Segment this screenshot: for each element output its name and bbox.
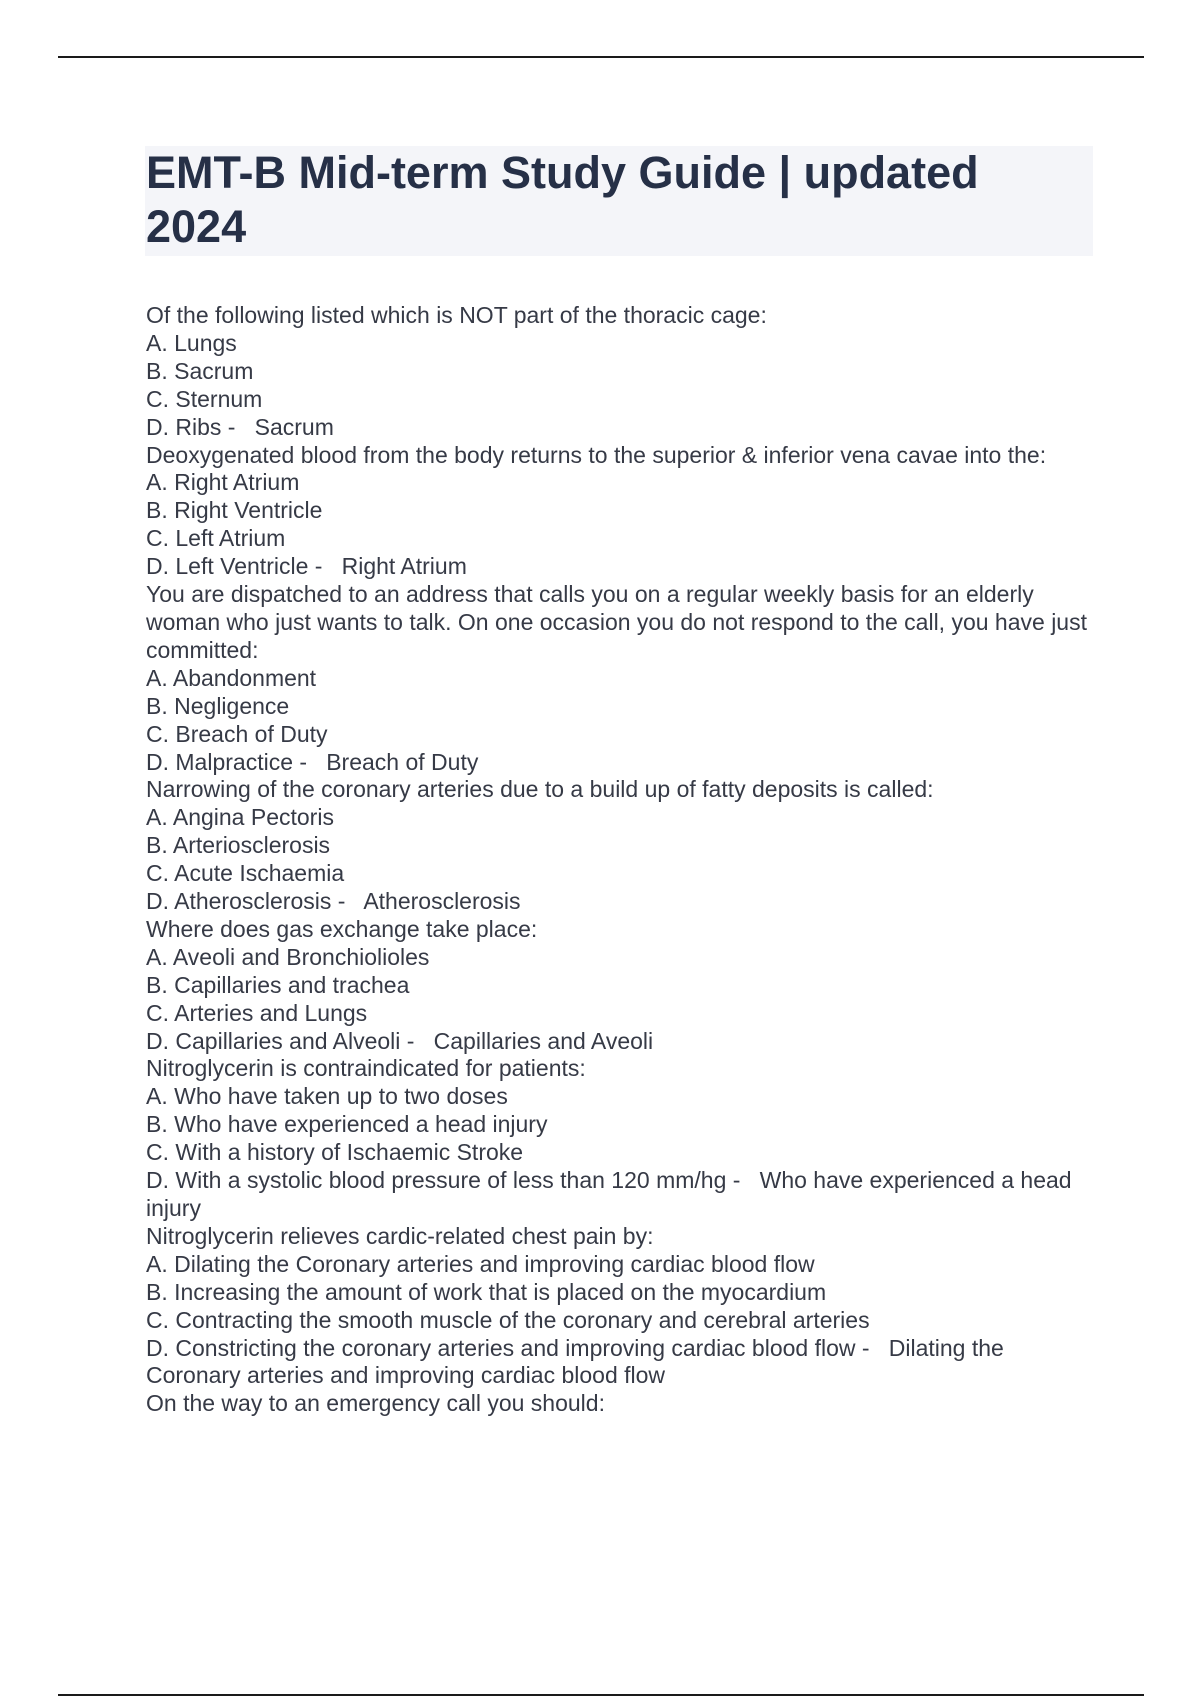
question-prompt: You are dispatched to an address that calls you on a regular weekly basis for an elderly woman who just wants to talk. On one occasion you do not respond to the call, you have just committed: [146,581,1094,663]
answer-option: B. Arteriosclerosis [146,832,331,859]
answer-option: D. Constricting the coronary arteries and improving cardiac blood flow [146,1334,856,1361]
answer-option: C. Acute Ischaemia [146,860,345,887]
question-prompt: Of the following listed which is NOT part of the thoracic cage: [146,302,767,328]
question-block [146,1390,1091,1418]
question-block [146,302,1091,442]
answer-separator: - [221,413,255,440]
answer-option: C. With a history of Ischaemic Stroke [146,1139,524,1166]
top-rule [58,56,1144,58]
answer-option: C. Arteries and Lungs [146,999,368,1026]
answer-option: B. Negligence [146,692,290,719]
answer-option: D. Left Ventricle [146,553,309,580]
question-block [146,776,1091,916]
last-option-with-answer [146,749,1091,777]
document-title: EMT-B Mid-term Study Guide | updated 2024 [146,147,979,252]
last-option-with-answer [146,414,1091,442]
correct-answer: Sacrum [254,413,334,440]
last-option-with-answer [146,1167,1091,1223]
question-prompt: On the way to an emergency call you should: [146,1390,605,1417]
last-option-with-answer [146,1028,1091,1056]
last-option-with-answer [146,888,1091,916]
answer-option: C. Contracting the smooth muscle of the coronary and cerebral arteries [146,1306,870,1333]
answer-separator: - [308,553,342,580]
answer-option: B. Who have experienced a head injury [146,1111,548,1138]
correct-answer: Capillaries and Aveoli [433,1027,654,1054]
question-block [146,916,1091,1056]
question-block [146,581,1094,776]
question-block [146,1055,1091,1222]
correct-answer: Atherosclerosis [363,888,521,915]
answer-option: D. Atherosclerosis [146,888,332,915]
answer-option: B. Increasing the amount of work that is placed on the myocardium [146,1278,827,1305]
question-prompt: Nitroglycerin relieves cardic-related chest pain by: [146,1222,654,1249]
question-prompt: Where does gas exchange take place: [146,915,538,942]
last-option-with-answer [146,1335,1091,1391]
answer-option: B. Capillaries and trachea [146,971,410,998]
answer-option: C. Breach of Duty [146,720,328,747]
answer-option: A. Dilating the Coronary arteries and improving cardiac blood flow [146,1250,815,1277]
question-list [146,302,1094,1418]
question-prompt: Deoxygenated blood from the body returns to the superior & inferior vena cavae into the: [146,441,1047,468]
correct-answer: Dilating the Coronary arteries and improving cardiac blood flow [146,1334,1011,1389]
answer-option: B. Right Ventricle [146,497,323,524]
question-block [146,442,1091,582]
answer-option: A. Right Atrium [146,469,300,496]
answer-option: A. Angina Pectoris [146,804,334,831]
answer-option: D. Malpractice [146,748,293,775]
answer-option: A. Who have taken up to two doses [146,1083,508,1110]
bottom-rule [58,1694,1144,1696]
answer-option: C. Left Atrium [146,525,286,552]
answer-option: B. Sacrum [146,357,254,384]
answer-separator: - [855,1334,889,1361]
answer-option: D. With a systolic blood pressure of less than 120 mm/hg [146,1167,727,1194]
answer-separator: - [292,748,327,775]
answer-separator: - [400,1027,434,1054]
question-block [146,1223,1091,1390]
answer-option: D. Ribs [146,413,222,440]
answer-option: C. Sternum [146,385,263,412]
correct-answer: Right Atrium [341,553,467,580]
answer-option: D. Capillaries and Alveoli [146,1027,401,1054]
answer-option: A. Lungs [146,329,237,356]
answer-option: A. Abandonment [146,664,317,691]
answer-separator: - [331,888,364,915]
last-option-with-answer [146,553,1091,581]
correct-answer: Breach of Duty [326,748,479,775]
question-prompt: Narrowing of the coronary arteries due to a build up of fatty deposits is called: [146,776,934,803]
correct-answer: Who have experienced a head injury [146,1167,1078,1221]
question-prompt: Nitroglycerin is contraindicated for patients: [146,1055,586,1082]
answer-option: A. Aveoli and Bronchiolioles [146,943,430,970]
answer-separator: - [726,1167,760,1194]
